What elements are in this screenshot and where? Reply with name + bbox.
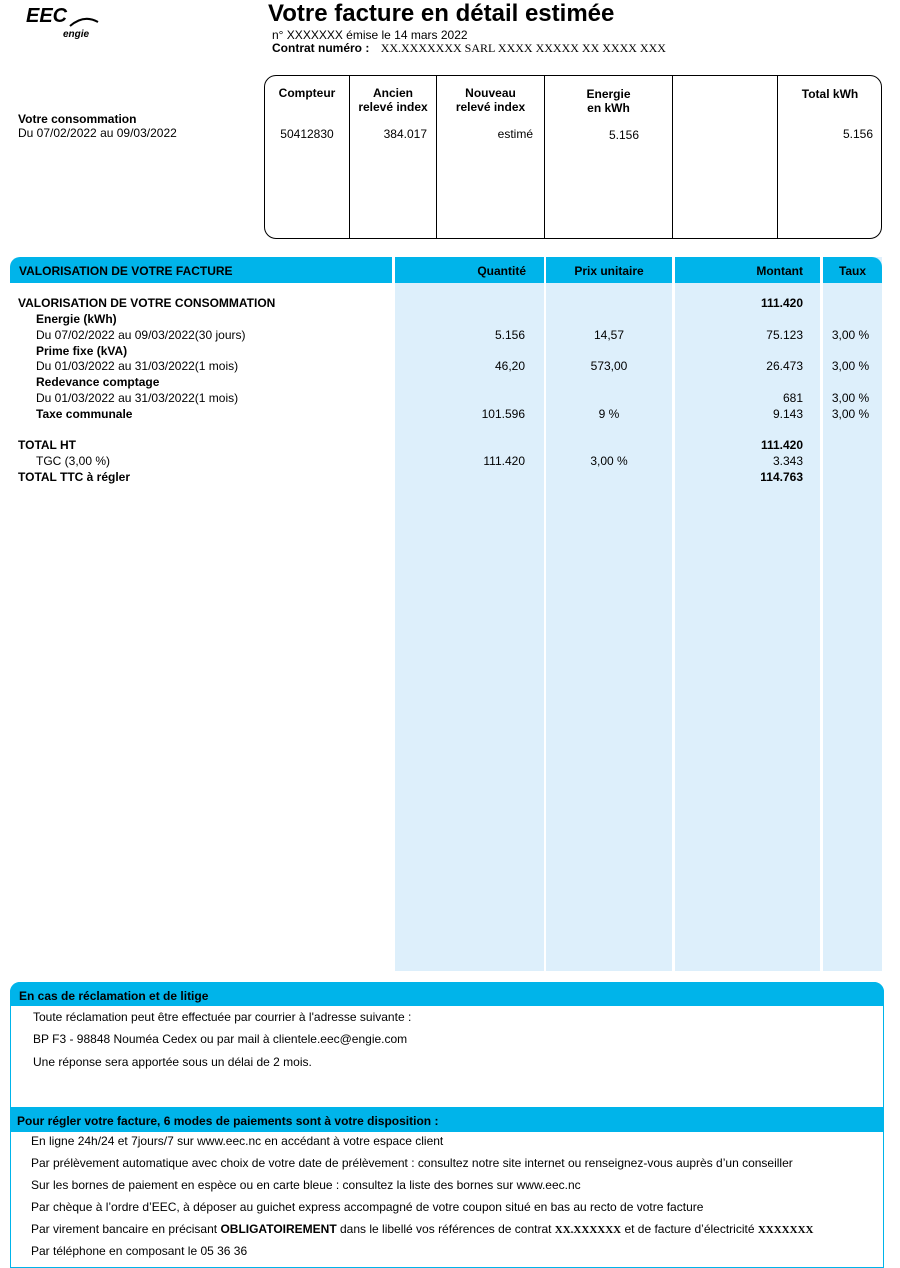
reclamation-line: BP F3 - 98848 Nouméa Cedex ou par mail à clientele.eec@engie.com xyxy=(33,1032,408,1046)
value-total-kwh: 5.156 xyxy=(842,127,873,141)
paiement-line-telephone: Par téléphone en composant le 05 36 36 xyxy=(31,1244,248,1258)
energie-montant: 75.123 xyxy=(766,328,803,342)
logo-eec-text: EEC xyxy=(26,5,68,27)
paiement-line-prelevement: Par prélèvement automatique avec choix de votre date de prélèvement : consultez notre site internet ou renseignez-vous auprès d’un conseiller xyxy=(31,1156,793,1170)
tgc-quantite: 111.420 xyxy=(483,454,525,468)
valorisation-header-label: VALORISATION DE VOTRE FACTURE xyxy=(10,257,392,283)
energie-taux: 3,00 % xyxy=(831,328,870,342)
total-ttc-montant: 114.763 xyxy=(760,470,803,484)
taxe-quantite: 101.596 xyxy=(481,407,525,421)
redevance-taux: 3,00 % xyxy=(831,391,870,405)
contract-value: XX.XXXXXXX SARL XXXX XXXXX XX XXXX XXX xyxy=(380,41,666,55)
header-ancien: Ancien relevé index xyxy=(358,86,428,114)
paiement-line-cheque: Par chèque à l’ordre d’EEC, à déposer au guichet express accompagné de votre coupon situé en bas au recto de votre facture xyxy=(31,1200,704,1214)
page-title: Votre facture en détail estimée xyxy=(268,0,615,27)
logo-engie-text: engie xyxy=(63,29,90,40)
taxe-prix: 9 % xyxy=(598,407,620,421)
header-taux: Taux xyxy=(823,257,882,283)
paiement-line-online: En ligne 24h/24 et 7jours/7 sur www.eec.nc en accédant à votre espace client xyxy=(31,1134,444,1148)
paiement-line-bornes: Sur les bornes de paiement en espèce ou en carte bleue : consultez la liste des bornes sur www.eec.nc xyxy=(31,1178,581,1192)
header-compteur: Compteur xyxy=(278,86,336,100)
energie-prix: 14,57 xyxy=(593,328,625,342)
header-total-kwh: Total kWh xyxy=(801,87,859,101)
redevance-montant: 681 xyxy=(782,391,803,405)
eec-engie-logo xyxy=(26,4,106,40)
taxe-label: Taxe communale xyxy=(36,407,133,421)
invoice-number-line: n° XXXXXXX émise le 14 mars 2022 xyxy=(272,28,468,42)
value-energie: 5.156 xyxy=(608,128,640,142)
value-ancien: 384.017 xyxy=(383,127,427,141)
tgc-label: TGC (3,00 %) xyxy=(36,454,111,468)
prime-period: Du 01/03/2022 au 31/03/2022(1 mois) xyxy=(36,359,239,373)
prime-taux: 3,00 % xyxy=(831,359,870,373)
header-quantite: Quantité xyxy=(395,257,544,283)
header-nouveau: Nouveau relevé index xyxy=(455,86,526,114)
taxe-montant: 9.143 xyxy=(772,407,803,421)
paiement-title: Pour régler votre facture, 6 modes de paiements sont à votre disposition : xyxy=(10,1108,884,1132)
taxe-taux: 3,00 % xyxy=(831,407,870,421)
header-prix-unitaire: Prix unitaire xyxy=(546,257,672,283)
redevance-period: Du 01/03/2022 au 31/03/2022(1 mois) xyxy=(36,391,239,405)
energie-period: Du 07/02/2022 au 09/03/2022(30 jours) xyxy=(36,328,246,342)
reclamation-line: Une réponse sera apportée sous un délai de 2 mois. xyxy=(33,1055,312,1069)
reclamation-line: Toute réclamation peut être effectuée par courrier à l'adresse suivante : xyxy=(33,1010,412,1024)
paiement-line-virement: Par virement bancaire en précisant OBLIGATOIREMENT dans le libellé vos références de contrat XX.XXXXXX et de facture d’électricité XXXXXXX xyxy=(31,1222,814,1236)
prime-label: Prime fixe (kVA) xyxy=(36,344,128,358)
section-montant: 111.420 xyxy=(760,296,803,310)
section-title: VALORISATION DE VOTRE CONSOMMATION xyxy=(18,296,276,310)
value-compteur: 50412830 xyxy=(280,127,334,141)
total-ttc-label: TOTAL TTC à régler xyxy=(18,470,131,484)
energie-quantite: 5.156 xyxy=(494,328,525,342)
prime-prix: 573,00 xyxy=(590,359,628,373)
prime-montant: 26.473 xyxy=(766,359,803,373)
redevance-label: Redevance comptage xyxy=(36,375,160,389)
energie-label: Energie (kWh) xyxy=(36,312,117,326)
total-ht-montant: 111.420 xyxy=(760,438,803,452)
tgc-prix: 3,00 % xyxy=(590,454,628,468)
value-nouveau: estimé xyxy=(497,127,533,141)
consumption-label: Votre consommation xyxy=(18,112,137,126)
contract-label: Contrat numéro : xyxy=(272,41,370,55)
header-montant: Montant xyxy=(675,257,820,283)
prime-quantite: 46,20 xyxy=(494,359,525,373)
contract-line xyxy=(272,41,666,56)
consumption-period: Du 07/02/2022 au 09/03/2022 xyxy=(18,126,177,140)
reclamation-title: En cas de réclamation et de litige xyxy=(10,982,884,1006)
tgc-montant: 3.343 xyxy=(772,454,803,468)
total-ht-label: TOTAL HT xyxy=(18,438,76,452)
header-energie: Energie en kWh xyxy=(586,87,631,115)
